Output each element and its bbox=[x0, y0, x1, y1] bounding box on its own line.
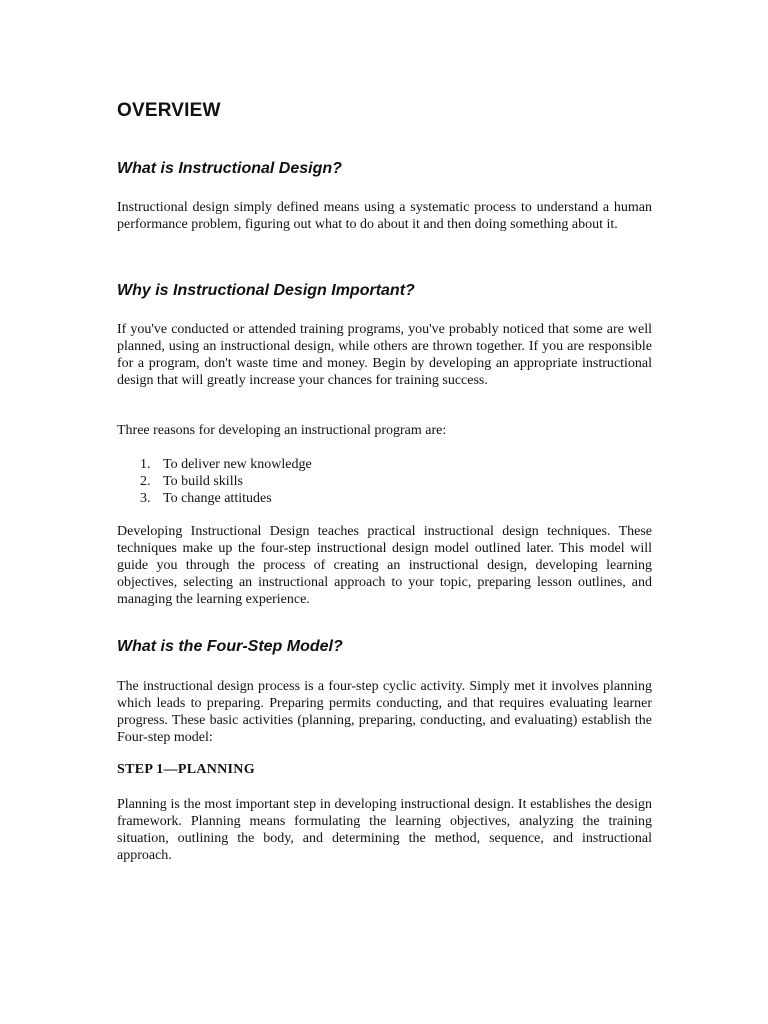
paragraph-planning: Planning is the most important step in developing instructional design. It establishes the design framework. Planning means formulating the learning objectives, analyzing the training situation, outlining the body, and determining the method, sequence, and instructional approach. bbox=[117, 797, 652, 863]
section-heading-why-important: Why is Instructional Design Important? bbox=[117, 282, 415, 299]
list-item-number: 2. bbox=[140, 474, 151, 489]
step-1-heading: STEP 1—PLANNING bbox=[117, 762, 255, 777]
paragraph-definition: Instructional design simply defined means using a systematic process to understand a human performance problem, figuring out what to do about it and then doing something about it. bbox=[117, 200, 652, 232]
paragraph-four-step: The instructional design process is a four-step cyclic activity. Simply met it involves planning which leads to preparing. Preparing permits conducting, and that requires evaluating learner progress. These basic activities (planning, preparing, conducting, and evaluating) establish the Four-step model: bbox=[117, 679, 652, 745]
paragraph-three-reasons: Three reasons for developing an instructional program are: bbox=[117, 423, 447, 438]
list-item bbox=[117, 490, 652, 507]
page-title: OVERVIEW bbox=[117, 100, 221, 121]
list-item bbox=[117, 473, 652, 490]
list-item-text: To deliver new knowledge bbox=[163, 457, 312, 472]
list-item-number: 1. bbox=[140, 457, 151, 472]
reasons-list bbox=[117, 456, 652, 507]
paragraph-why-important: If you've conducted or attended training programs, you've probably noticed that some are well planned, using an instructional design, while others are thrown together. If you are responsible for a program, don't waste time and money. Begin by developing an appropriate instructional design that will greatly increase your chances for training success. bbox=[117, 322, 652, 388]
list-item-text: To build skills bbox=[163, 474, 243, 489]
list-item-number: 3. bbox=[140, 491, 151, 506]
paragraph-developing-design: Developing Instructional Design teaches practical instructional design techniques. These techniques make up the four-step instructional design model outlined later. This model will guide you through the process of creating an instructional design, developing learning objectives, selecting an instructional approach to your topic, preparing lesson outlines, and managing the learning experience. bbox=[117, 524, 652, 607]
list-item bbox=[117, 456, 652, 473]
list-item-text: To change attitudes bbox=[163, 491, 272, 506]
section-heading-what-is: What is Instructional Design? bbox=[117, 160, 342, 177]
section-heading-four-step: What is the Four-Step Model? bbox=[117, 638, 343, 655]
